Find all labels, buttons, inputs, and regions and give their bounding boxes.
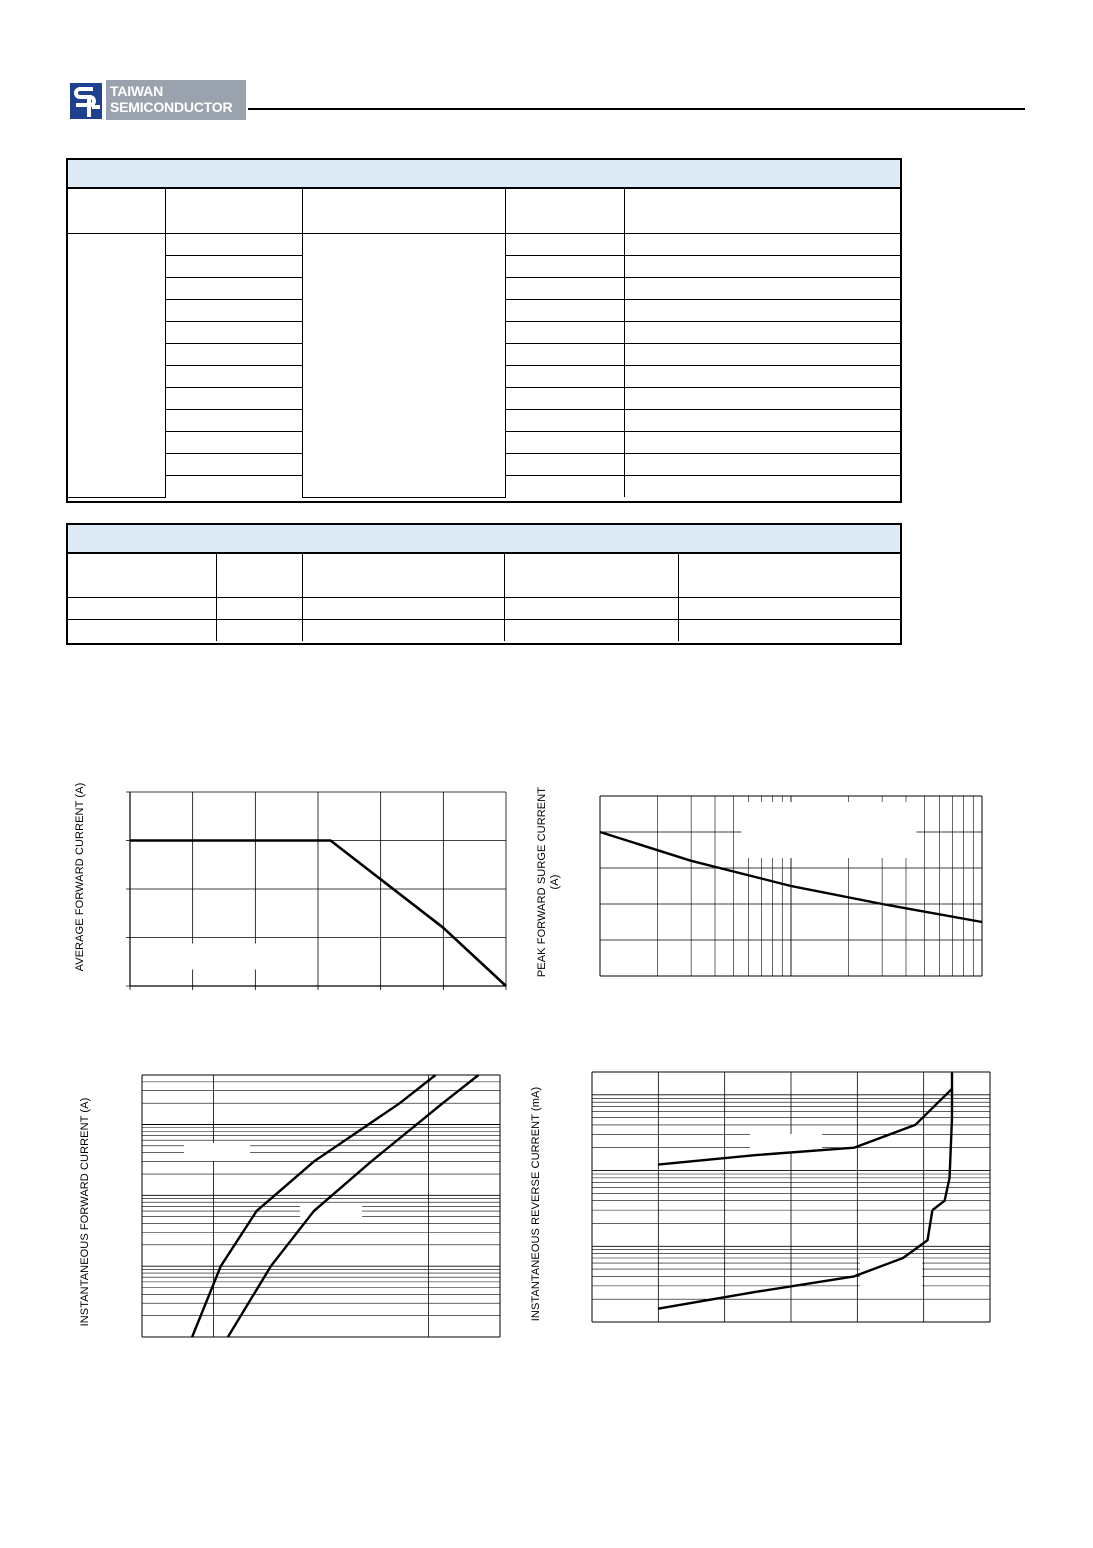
table-cell xyxy=(678,598,900,620)
table-cell xyxy=(505,410,624,432)
table-cell xyxy=(165,256,302,278)
curve-label-box xyxy=(750,1134,822,1152)
table-row xyxy=(68,598,900,620)
legend-box xyxy=(741,802,916,858)
marking-info-banner xyxy=(68,525,900,554)
table-cell xyxy=(165,234,302,256)
table-row xyxy=(68,234,900,256)
table-cell xyxy=(302,620,504,642)
curve-label-box xyxy=(184,1143,250,1161)
table-cell xyxy=(505,322,624,344)
header-cell xyxy=(68,554,216,598)
ts-logo-icon xyxy=(70,83,102,119)
header-cell xyxy=(68,189,165,234)
table-cell xyxy=(165,454,302,476)
chart-plot xyxy=(66,1065,516,1345)
table-cell xyxy=(678,620,900,642)
table-cell xyxy=(505,344,624,366)
table-cell xyxy=(624,278,900,300)
chart-forward-characteristics xyxy=(66,1065,516,1345)
table-cell xyxy=(165,410,302,432)
y-axis-label: INSTANTANEOUS FORWARD CURRENT (A) xyxy=(79,1097,91,1327)
table-cell xyxy=(165,388,302,410)
table-cell xyxy=(165,476,302,498)
header-rule xyxy=(248,108,1025,110)
header-cell xyxy=(165,189,302,234)
ordering-grid xyxy=(68,189,900,498)
marking-info-table xyxy=(66,523,902,645)
chart-plot xyxy=(66,770,516,1010)
header-cell xyxy=(302,554,504,598)
table-cell xyxy=(505,300,624,322)
ordering-info-banner xyxy=(68,160,900,189)
table-cell xyxy=(624,344,900,366)
table-cell xyxy=(504,620,678,642)
table-cell xyxy=(68,598,216,620)
chart-forward-current-derating xyxy=(66,770,516,1010)
table-cell xyxy=(165,278,302,300)
table-cell xyxy=(624,388,900,410)
table-cell xyxy=(505,432,624,454)
logo-wordmark xyxy=(106,80,246,120)
y-axis-label: PEAK FORWARD SURGE CURRENT (A) xyxy=(536,786,561,978)
table-cell xyxy=(216,620,302,642)
table-cell xyxy=(624,256,900,278)
company-logo xyxy=(70,80,248,120)
series-line xyxy=(658,1089,952,1165)
chart-plot xyxy=(520,1062,1000,1347)
table-cell xyxy=(505,454,624,476)
logo-line-1: TAIWAN xyxy=(110,83,163,99)
chart-plot xyxy=(520,770,990,1010)
table-cell xyxy=(216,598,302,620)
merged-cell xyxy=(302,234,505,498)
header-cell xyxy=(505,189,624,234)
table-cell xyxy=(624,300,900,322)
table-cell xyxy=(165,322,302,344)
table-cell xyxy=(504,598,678,620)
table-cell xyxy=(624,410,900,432)
table-cell xyxy=(624,234,900,256)
ordering-info-table xyxy=(66,158,902,503)
table-cell xyxy=(624,432,900,454)
header-cell xyxy=(678,554,900,598)
table-cell xyxy=(505,256,624,278)
y-axis-label: INSTANTANEOUS REVERSE CURRENT (mA) xyxy=(530,1086,542,1322)
header-cell xyxy=(504,554,678,598)
header-cell xyxy=(216,554,302,598)
chart-reverse-characteristics xyxy=(520,1062,1000,1347)
logo-line-2: SEMICONDUCTOR xyxy=(110,99,233,115)
chart-peak-surge-current xyxy=(520,770,990,1010)
y-axis-label: AVERAGE FORWARD CURRENT (A) xyxy=(74,782,86,972)
table-cell xyxy=(165,344,302,366)
header-cell xyxy=(302,189,505,234)
table-cell xyxy=(68,620,216,642)
table-cell xyxy=(624,476,900,498)
table-cell xyxy=(624,322,900,344)
table-cell xyxy=(624,454,900,476)
table-header-row xyxy=(68,189,900,234)
table-cell xyxy=(505,234,624,256)
curve-label-box xyxy=(300,1203,362,1223)
legend-box xyxy=(143,944,293,970)
table-cell xyxy=(165,300,302,322)
table-cell xyxy=(624,366,900,388)
table-row xyxy=(68,620,900,642)
table-header-row xyxy=(68,554,900,598)
marking-grid xyxy=(68,554,900,641)
table-cell xyxy=(505,278,624,300)
header-cell xyxy=(624,189,900,234)
table-cell xyxy=(505,366,624,388)
table-cell xyxy=(505,476,624,498)
merged-cell xyxy=(68,234,165,498)
table-cell xyxy=(165,432,302,454)
table-cell xyxy=(302,598,504,620)
table-cell xyxy=(505,388,624,410)
table-cell xyxy=(165,366,302,388)
